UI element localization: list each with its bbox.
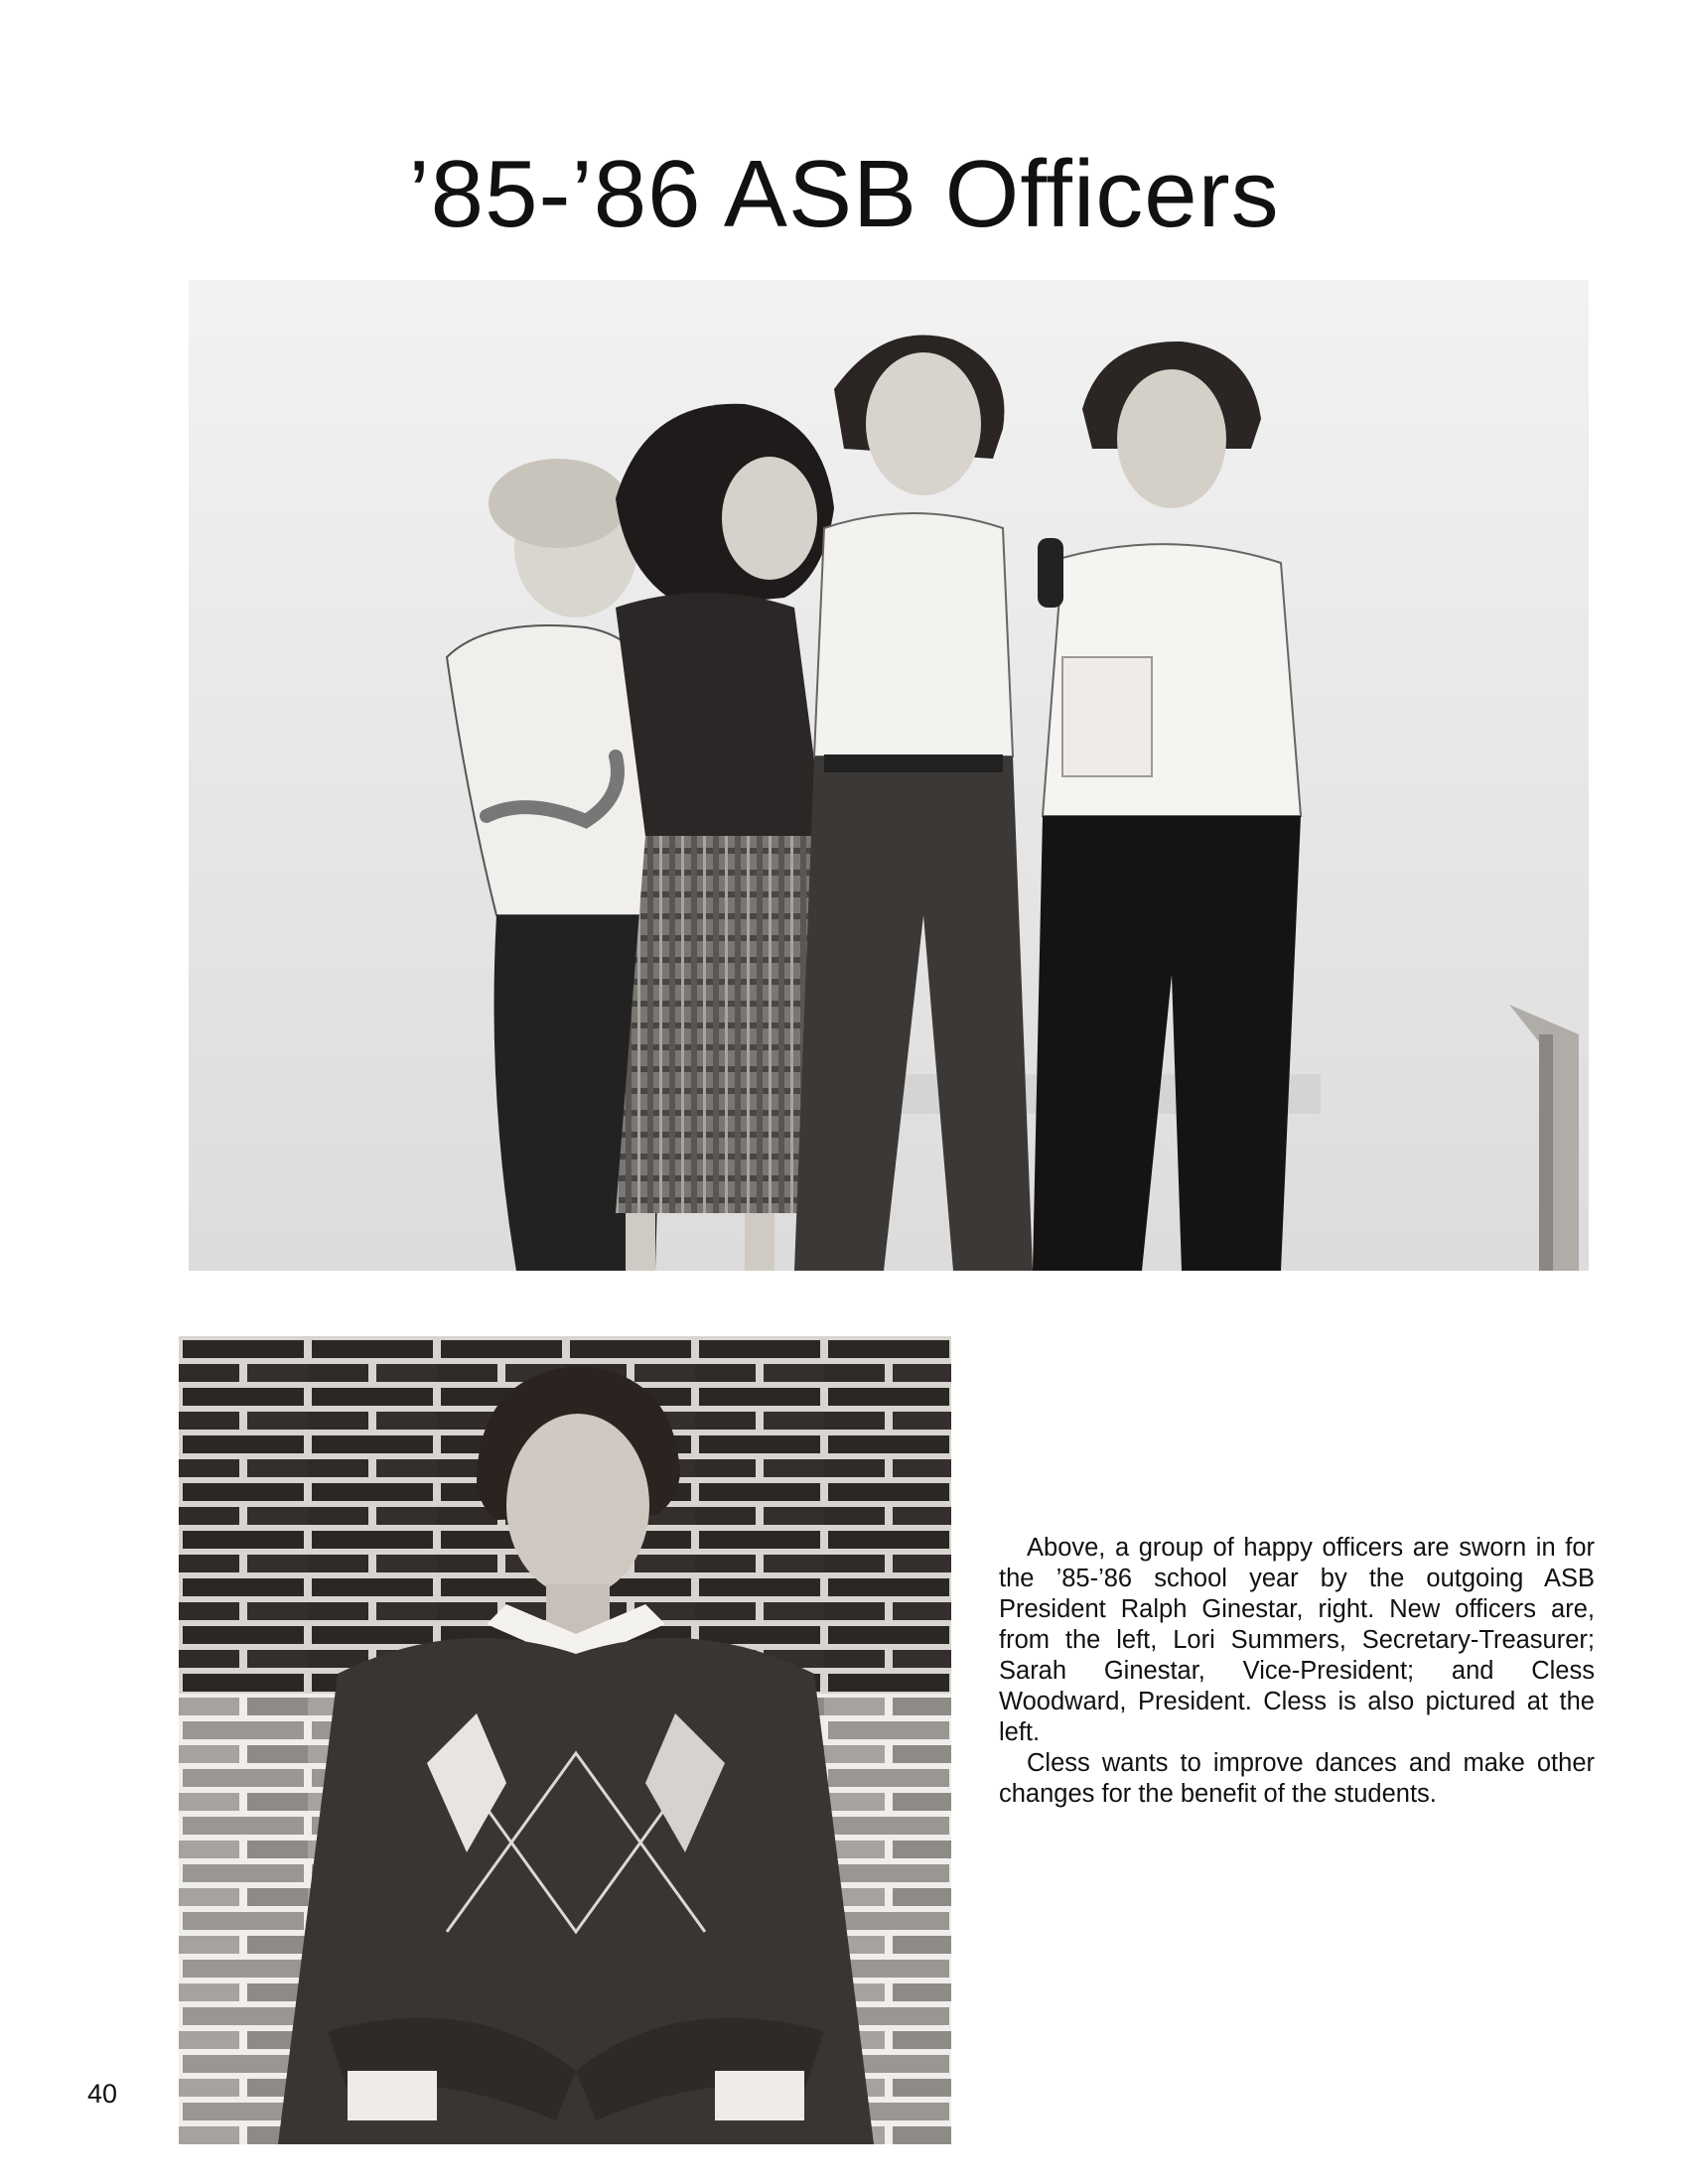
photo-caption [999,1533,1595,1810]
page-title: ’85-’86 ASB Officers [408,141,1280,247]
group-photo [189,280,1589,1271]
page-number: 40 [87,2079,118,2109]
caption-paragraph-1: Above, a group of happy officers are sworn in for the ’85-’86 school year by the outgoing ASB President Ralph Ginestar, right. New officers are, from the left, Lori Summers, Secretary-Treasurer; Sarah Ginestar, Vice-President; and Cless Woodward, President. Cless is also pictured at the left. [999,1534,1595,1746]
portrait-photo [179,1336,951,2144]
caption-paragraph-2: Cless wants to improve dances and make other changes for the benefit of the students. [999,1749,1595,1808]
student-portrait-brick-wall-photo-icon [179,1336,951,2144]
group-of-four-students-photo-icon [189,280,1589,1271]
